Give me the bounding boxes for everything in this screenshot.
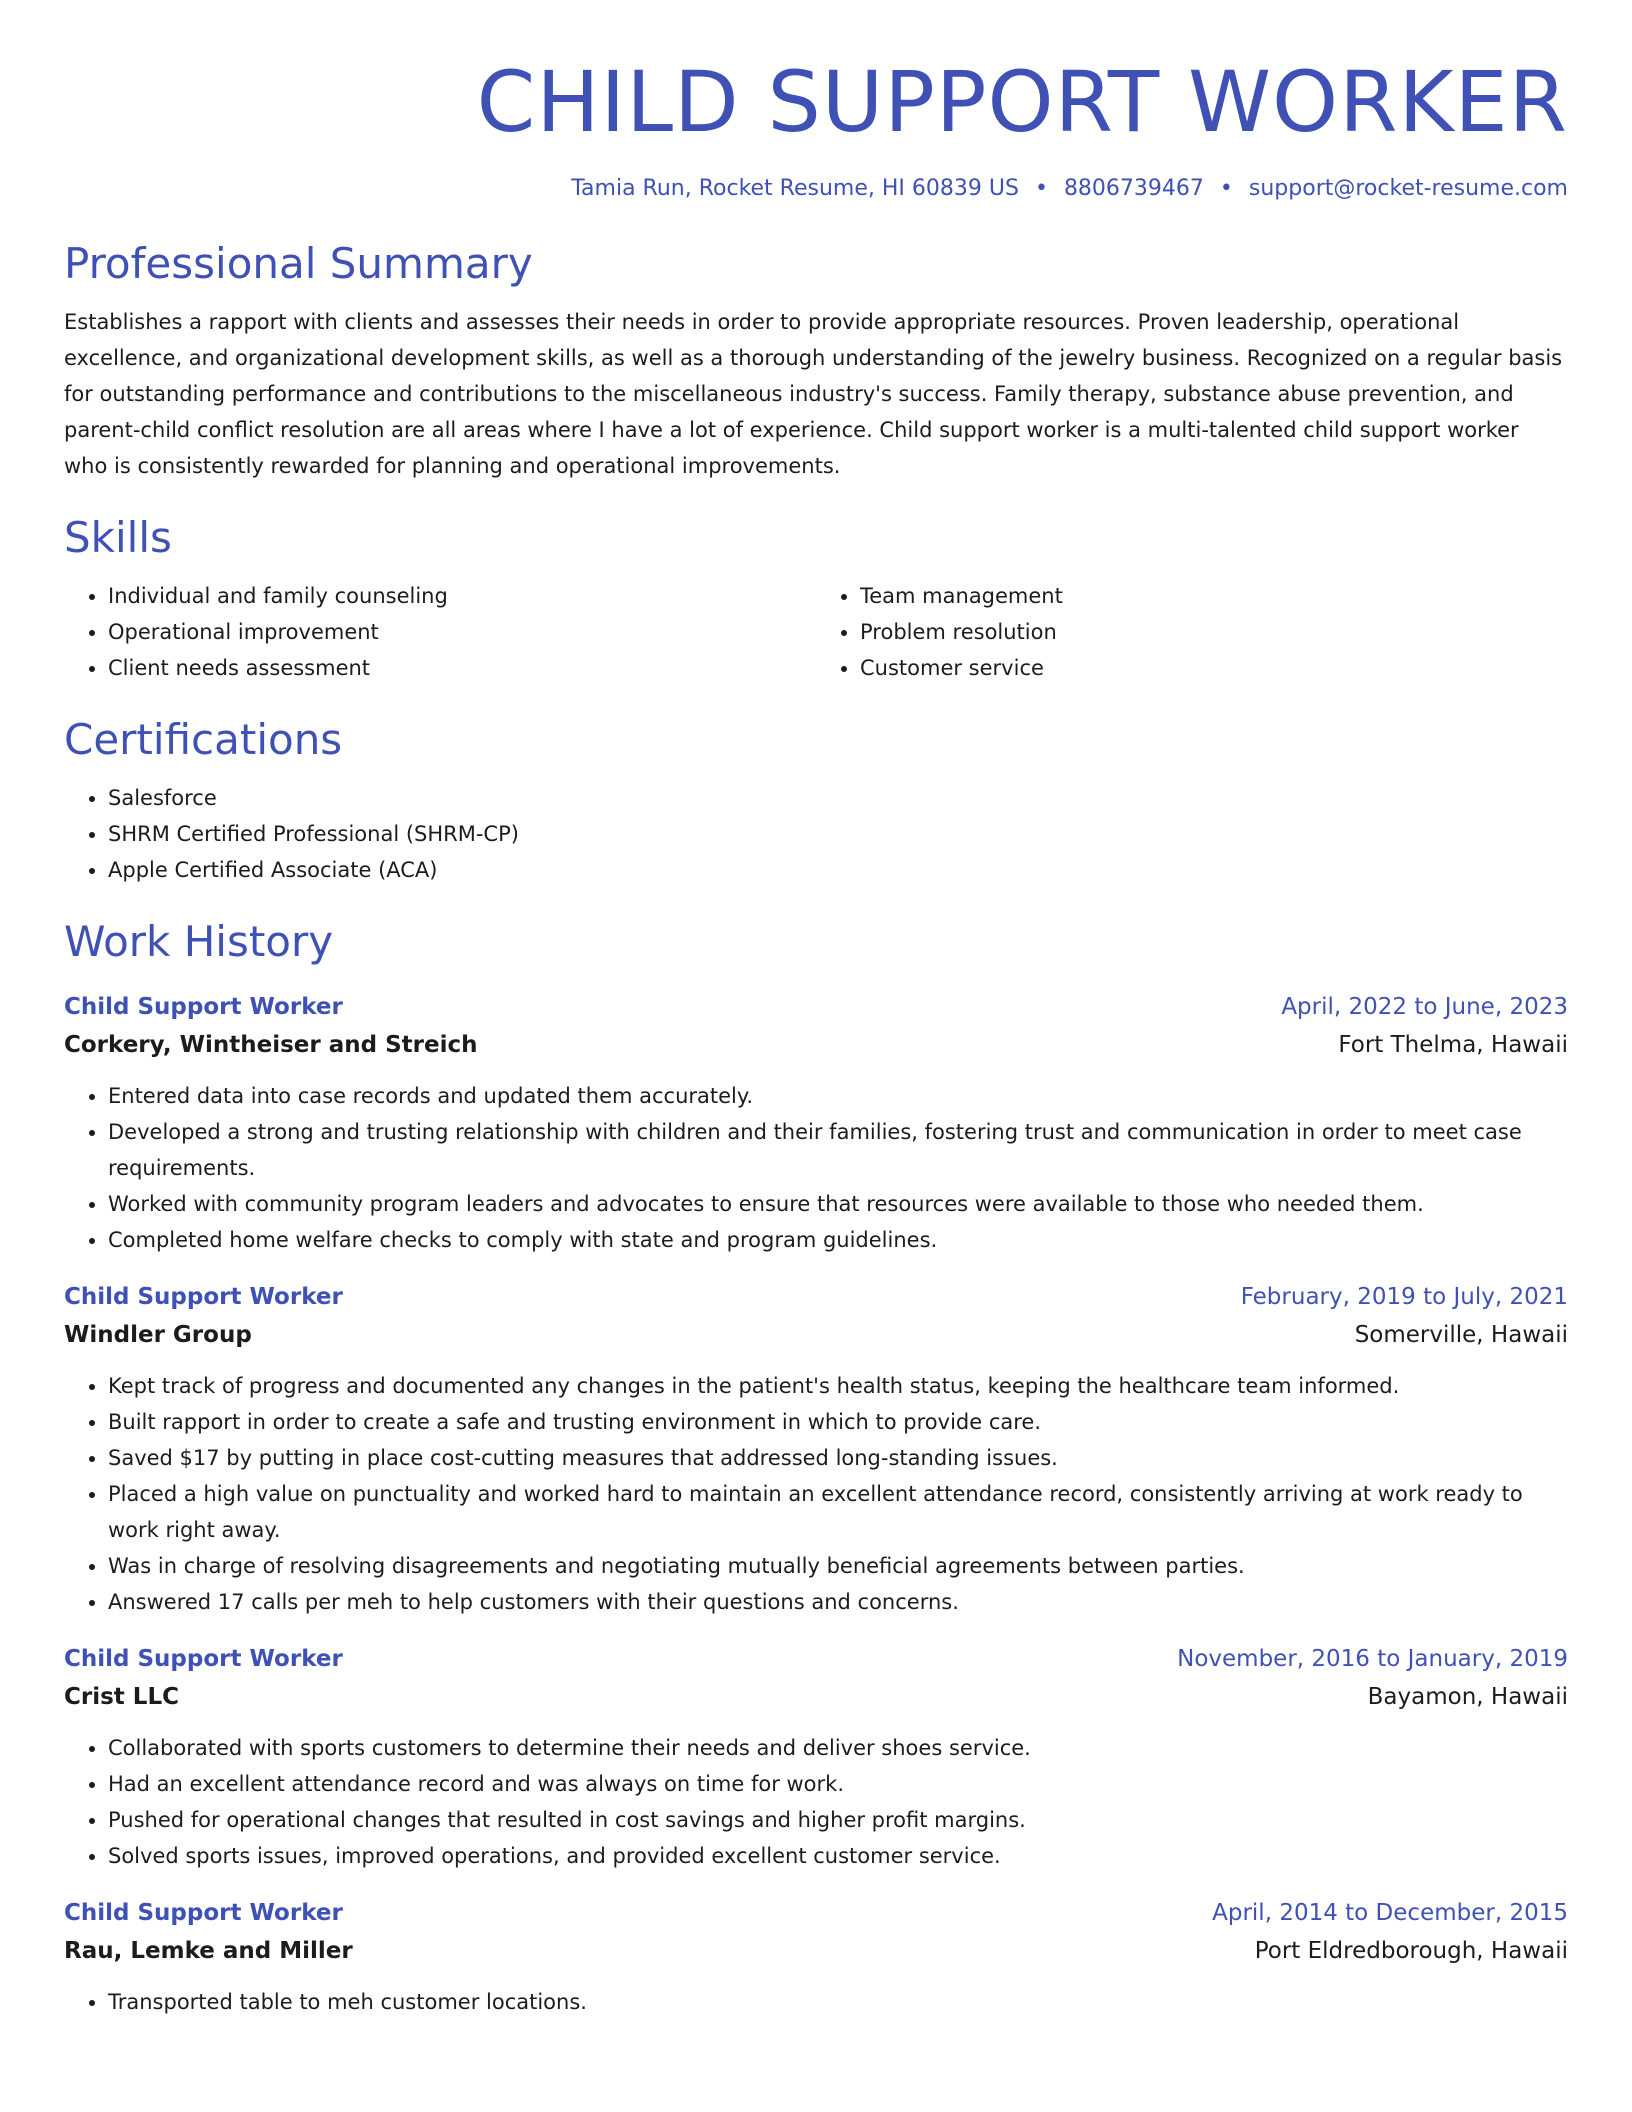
work-history-list xyxy=(64,988,1568,2020)
contact-line xyxy=(64,172,1568,206)
job-bullet-list xyxy=(64,1984,1568,2020)
skills-list-left xyxy=(64,578,816,686)
summary-text: Establishes a rapport with clients and assesses their needs in order to provide appropriate resources. Proven leadership, operational excellence, and organizational development skills, as well as a thorough understanding of the jewelry business. Recognized on a regular basis for outstanding performance and contributions to the miscellaneous industry's success. Family therapy, substance abuse prevention, and parent-child conflict resolution are all areas where I have a lot of experience. Child support worker is a multi-talented child support worker who is consistently rewarded for planning and operational improvements. xyxy=(64,310,1563,478)
job-company-row xyxy=(64,1678,1568,1716)
job-bullet: • Was in charge of resolving disagreements and negotiating mutually beneficial agreements between parties. xyxy=(108,1548,1568,1584)
job-title: Child Support Worker xyxy=(64,1646,343,1672)
skill-item: • Problem resolution xyxy=(860,614,1568,650)
certification-item: • Apple Certified Associate (ACA) xyxy=(108,852,1568,888)
certification-item: • Salesforce xyxy=(108,780,1568,816)
job-company-row xyxy=(64,1932,1568,1970)
skill-item: • Individual and family counseling xyxy=(108,578,816,614)
job-company: Corkery, Wintheiser and Streich xyxy=(64,1032,478,1058)
job-entry xyxy=(64,988,1568,1258)
job-location: Somerville, Hawaii xyxy=(1354,1322,1568,1348)
summary-heading: Professional Summary xyxy=(64,239,533,288)
work-history-heading: Work History xyxy=(64,917,334,966)
resume-page xyxy=(64,0,1568,2020)
job-entry xyxy=(64,1894,1568,2020)
job-dates: April, 2014 to December, 2015 xyxy=(1212,1900,1568,1926)
job-company: Rau, Lemke and Miller xyxy=(64,1938,353,1964)
job-company-row xyxy=(64,1026,1568,1064)
contact-separator: • xyxy=(1219,176,1233,201)
job-location: Port Eldredborough, Hawaii xyxy=(1254,1938,1568,1964)
job-entry xyxy=(64,1278,1568,1620)
skill-item: • Client needs assessment xyxy=(108,650,816,686)
job-bullet: • Worked with community program leaders and advocates to ensure that resources were available to those who needed them. xyxy=(108,1186,1568,1222)
certification-item: • SHRM Certified Professional (SHRM-CP) xyxy=(108,816,1568,852)
job-bullet: • Transported table to meh customer locations. xyxy=(108,1984,1568,2020)
job-bullet: • Saved $17 by putting in place cost-cutting measures that addressed long-standing issues. xyxy=(108,1440,1568,1476)
skill-item: • Operational improvement xyxy=(108,614,816,650)
job-header-row xyxy=(64,1894,1568,1932)
job-bullet: • Had an excellent attendance record and was always on time for work. xyxy=(108,1766,1568,1802)
job-company: Crist LLC xyxy=(64,1684,179,1710)
job-title: Child Support Worker xyxy=(64,1900,343,1926)
skills-columns xyxy=(64,578,1568,686)
job-bullet-list xyxy=(64,1730,1568,1874)
skill-item: • Customer service xyxy=(860,650,1568,686)
job-bullet: • Kept track of progress and documented any changes in the patient's health status, keeping the healthcare team informed. xyxy=(108,1368,1568,1404)
job-bullet-list xyxy=(64,1368,1568,1620)
job-company: Windler Group xyxy=(64,1322,252,1348)
job-bullet: • Developed a strong and trusting relationship with children and their families, fostering trust and communication in order to meet case requirements. xyxy=(108,1114,1568,1186)
job-dates: April, 2022 to June, 2023 xyxy=(1281,994,1568,1020)
job-dates: February, 2019 to July, 2021 xyxy=(1240,1284,1568,1310)
job-header-row xyxy=(64,1278,1568,1316)
contact-address: Tamia Run, Rocket Resume, HI 60839 US xyxy=(571,176,1019,201)
job-bullet: • Entered data into case records and updated them accurately. xyxy=(108,1078,1568,1114)
job-bullet: • Answered 17 calls per meh to help customers with their questions and concerns. xyxy=(108,1584,1568,1620)
skills-heading: Skills xyxy=(64,513,172,562)
skills-list-right xyxy=(816,578,1568,686)
certifications-list xyxy=(64,780,1568,888)
skill-item: • Team management xyxy=(860,578,1568,614)
job-bullet: • Built rapport in order to create a safe and trusting environment in which to provide care. xyxy=(108,1404,1568,1440)
job-header-row xyxy=(64,1640,1568,1678)
job-title: Child Support Worker xyxy=(64,994,343,1020)
job-location: Bayamon, Hawaii xyxy=(1367,1684,1568,1710)
job-dates: November, 2016 to January, 2019 xyxy=(1177,1646,1568,1672)
job-location: Fort Thelma, Hawaii xyxy=(1338,1032,1568,1058)
job-bullet: • Placed a high value on punctuality and worked hard to maintain an excellent attendance record, consistently arriving at work ready to work right away. xyxy=(108,1476,1568,1548)
contact-phone: 8806739467 xyxy=(1063,176,1204,201)
contact-separator: • xyxy=(1034,176,1048,201)
job-title: Child Support Worker xyxy=(64,1284,343,1310)
resume-name: CHILD SUPPORT WORKER xyxy=(476,53,1568,151)
job-bullet: • Pushed for operational changes that resulted in cost savings and higher profit margins. xyxy=(108,1802,1568,1838)
job-company-row xyxy=(64,1316,1568,1354)
job-bullet: • Completed home welfare checks to comply with state and program guidelines. xyxy=(108,1222,1568,1258)
job-bullet: • Collaborated with sports customers to determine their needs and deliver shoes service. xyxy=(108,1730,1568,1766)
job-bullet-list xyxy=(64,1078,1568,1258)
job-header-row xyxy=(64,988,1568,1026)
certifications-heading: Certifications xyxy=(64,715,343,764)
job-entry xyxy=(64,1640,1568,1874)
contact-email[interactable]: support@rocket-resume.com xyxy=(1248,176,1568,201)
job-bullet: • Solved sports issues, improved operations, and provided excellent customer service. xyxy=(108,1838,1568,1874)
